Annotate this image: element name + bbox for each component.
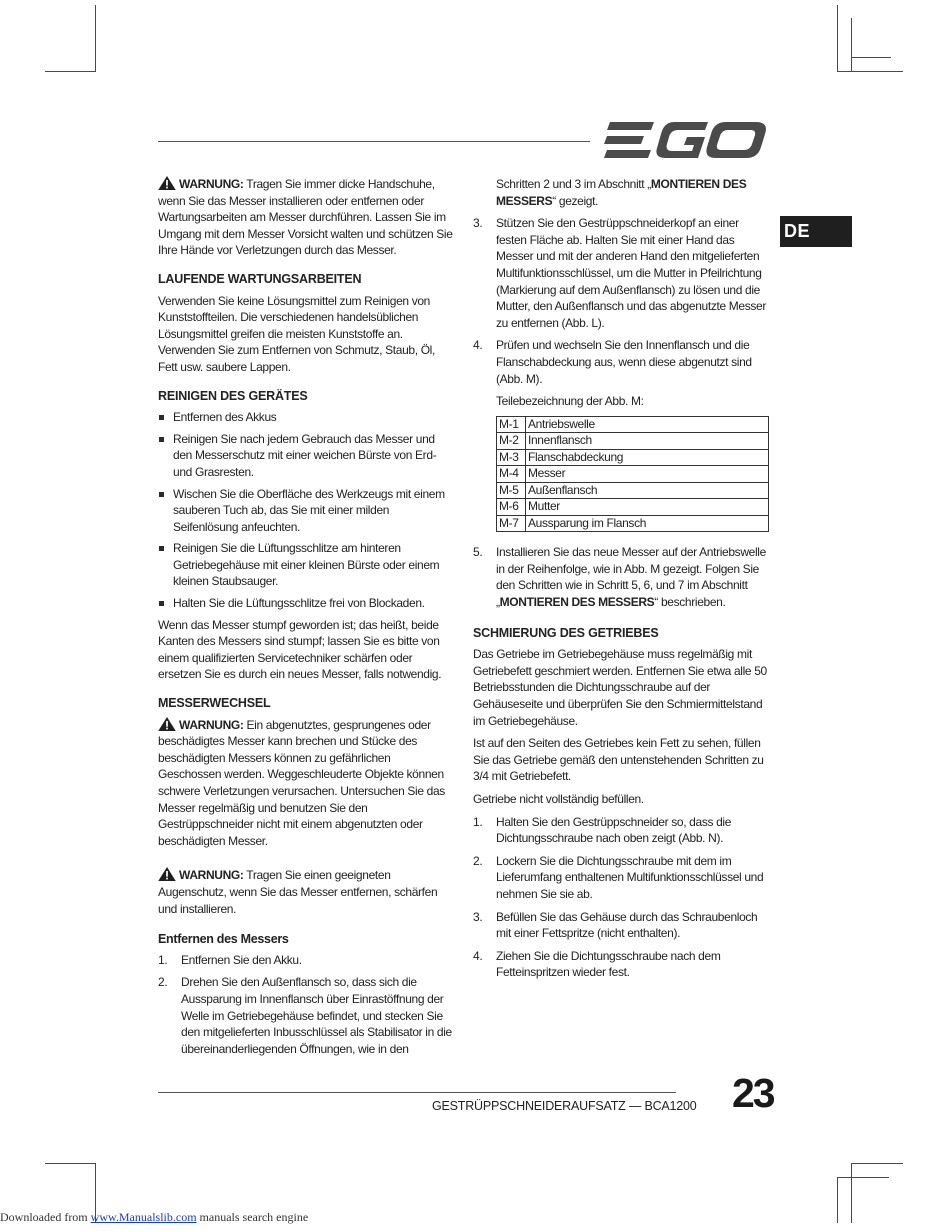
continuation-text: Schritten 2 und 3 im Abschnitt „ — [496, 177, 651, 191]
warning-broken-blade — [158, 717, 454, 850]
warning-label: WARNUNG: — [179, 717, 244, 732]
part-name: Aussparung im Flansch — [526, 515, 769, 532]
step2-continuation — [473, 176, 769, 209]
heading-lubrication: SCHMIERUNG DES GETRIEBES — [473, 625, 659, 640]
part-name: Innenflansch — [526, 433, 769, 450]
bullet-square-icon — [159, 546, 164, 551]
download-prefix: Downloaded from — [0, 1210, 91, 1224]
step-text: Halten Sie den Gestrüppschneider so, dass die Dichtungsschraube nach oben zeigt (Abb. N). — [496, 814, 732, 846]
crop-mark — [851, 57, 891, 58]
list-item — [158, 409, 454, 426]
step-text: Installieren Sie das neue Messer auf der Antriebswelle in der Reihenfolge, wie in Abb. M gezeigt. Folgen Sie den Schritten wie in Schritt 5, 6, und 7 im Abschnitt „ — [496, 545, 766, 609]
heading-remove-blade: Entfernen des Messers — [158, 932, 289, 947]
list-item — [473, 215, 769, 331]
heading-cleaning: REINIGEN DES GERÄTES — [158, 388, 308, 403]
table-row — [497, 499, 769, 516]
warning-text: Tragen Sie immer dicke Handschuhe, wenn Sie das Messer installieren oder entfernen oder Wartungsarbeiten am Messer durchführen. Lassen Sie im Umgang mit dem Messer Vorsicht walten und schützen Sie Ihre Hände vor Verletzungen durch das Messer. — [158, 177, 453, 258]
table-row — [497, 515, 769, 532]
list-item — [158, 431, 454, 481]
step-number: 4. — [473, 338, 483, 353]
list-item-text: Halten Sie die Lüftungsschlitze frei von Blockaden. — [173, 596, 425, 611]
step-text: Drehen Sie den Außenflansch so, dass sich die Aussparung im Innenflansch über Einrastöffnung der Welle im Getriebegehäuse befindet, und stecken Sie den mitgelieferten Inbusschlüssel als Stabilisator in die übereinanderliegenden Öffnungen, wie in den — [181, 975, 452, 1056]
crop-mark — [851, 1163, 903, 1164]
cleaning-list — [158, 409, 454, 612]
download-bar — [0, 1210, 308, 1225]
step-text: Prüfen und wechseln Sie den Innenflansch und die Flanschabdeckung aus, wenn diese abgenutzt sind (Abb. M). — [496, 338, 752, 386]
step-number: 3. — [473, 909, 483, 924]
warning-text: Tragen Sie einen geeigneten Augenschutz, wenn Sie das Messer entfernen, schärfen und installieren. — [158, 868, 438, 916]
warning-text: Ein abgenutztes, gesprungenes oder beschädigtes Messer kann brechen und Stücke des beschädigten Messers können zu gefährlichen Geschossen werden. Weggeschleuderte Objekte können schwere Verletzungen verursachen. Untersuchen Sie das Messer regelmäßig und benutzen Sie den Gestrüppschneider nicht mit einem abgenutzten oder beschädigten Messer. — [158, 717, 445, 848]
step-number: 2. — [158, 975, 168, 990]
crop-mark — [95, 5, 96, 72]
list-item — [158, 974, 454, 1057]
manualslib-link[interactable]: www.Manualslib.com — [90, 1210, 197, 1224]
part-code: M-3 — [497, 449, 526, 466]
step-text: Befüllen Sie das Gehäuse durch das Schraubenloch mit einer Fettspritze (nicht enthalten). — [496, 909, 758, 941]
crop-mark — [45, 71, 96, 72]
list-item-text: Entfernen des Akkus — [173, 410, 277, 425]
part-name: Mutter — [526, 499, 769, 516]
page-number: 23 — [732, 1070, 774, 1116]
part-name: Außenflansch — [526, 482, 769, 499]
footer-rule — [158, 1092, 676, 1093]
warning-triangle-icon — [158, 867, 176, 881]
bullet-square-icon — [159, 601, 164, 606]
section-reference: MONTIEREN DES MESSERS — [496, 177, 747, 208]
section-reference: MONTIEREN DES MESSERS — [499, 595, 655, 609]
heading-blade-change: MESSERWECHSEL — [158, 696, 271, 711]
table-row — [497, 433, 769, 450]
continuation-end: “ gezeigt. — [552, 193, 599, 208]
crop-mark — [851, 18, 852, 72]
step-text-end: “ beschrieben. — [654, 595, 726, 609]
part-code: M-5 — [497, 482, 526, 499]
right-column — [473, 176, 769, 987]
part-name: Messer — [526, 466, 769, 483]
parts-caption: Teilebezeichnung der Abb. M: — [496, 394, 644, 409]
crop-mark — [837, 1177, 889, 1178]
header-rule — [158, 141, 590, 142]
warning-label: WARNUNG: — [179, 868, 244, 883]
crop-mark — [837, 1177, 838, 1223]
bullet-square-icon — [159, 437, 164, 442]
list-item — [158, 486, 454, 536]
warning-gloves — [158, 176, 454, 259]
table-row — [497, 482, 769, 499]
list-item — [473, 544, 769, 610]
list-item-text: Reinigen Sie die Lüftungsschlitze am hinteren Getriebegehäuse mit einer kleinen Bürste oder einem kleinen Staubsauger. — [173, 541, 440, 589]
lubrication-note: Getriebe nicht vollständig befüllen. — [473, 791, 644, 806]
warning-triangle-icon — [158, 717, 176, 731]
bullet-square-icon — [159, 492, 164, 497]
table-row — [497, 416, 769, 433]
step-number: 3. — [473, 216, 483, 231]
crop-mark — [851, 1163, 852, 1223]
part-name: Antriebswelle — [526, 416, 769, 433]
crop-mark — [837, 5, 838, 72]
warning-label: WARNUNG: — [179, 177, 244, 191]
step-number: 1. — [473, 814, 483, 829]
part-code: M-1 — [497, 416, 526, 433]
step-number: 2. — [473, 853, 483, 868]
download-suffix: manuals search engine — [196, 1210, 309, 1224]
part-code: M-6 — [497, 499, 526, 516]
warning-triangle-icon — [158, 176, 176, 190]
step-number: 1. — [158, 952, 168, 967]
lubrication-text: Das Getriebe im Getriebegehäuse muss regelmäßig mit Getriebefett geschmiert werden. Entfernen Sie etwa alle 50 Betriebsstunden die Dichtungsschraube auf der Gehäuseseite und überprüfen Sie den Schmiermittelstand im Getriebegehäuse. — [473, 647, 767, 728]
part-code: M-4 — [497, 466, 526, 483]
list-item — [473, 909, 769, 942]
crop-mark — [837, 71, 903, 72]
list-item — [473, 814, 769, 847]
warning-eye-protection — [158, 867, 454, 917]
remove-steps-continued — [473, 215, 769, 387]
step-number: 5. — [473, 545, 483, 560]
part-code: M-7 — [497, 515, 526, 532]
step-text: Entfernen Sie den Akku. — [181, 952, 302, 967]
parts-table — [496, 416, 769, 533]
part-name: Flanschabdeckung — [526, 449, 769, 466]
install-step — [473, 544, 769, 610]
step-number: 4. — [473, 948, 483, 963]
list-item-text: Reinigen Sie nach jedem Gebrauch das Messer und den Messerschutz mit einer weichen Bürste von Erd- und Grasresten. — [173, 431, 437, 479]
left-column — [158, 176, 454, 1063]
list-item — [473, 337, 769, 387]
language-tab: DE — [780, 216, 852, 247]
remove-steps — [158, 952, 454, 1058]
step-text: Stützen Sie den Gestrüppschneiderkopf an einer festen Fläche ab. Halten Sie mit einer Hand das Messer und mit der anderen Hand den mitgelieferten Multifunktionsschlüssel, um die Mutter in Pfeilrichtung (Markierung auf dem Außenflansch) zu lösen und die Mutter, den Außenflansch und das abgenutzte Messer zu entfernen (Abb. L). — [496, 216, 767, 330]
list-item — [158, 595, 454, 612]
list-item — [473, 853, 769, 903]
maintenance-text: Verwenden Sie keine Lösungsmittel zum Reinigen von Kunststoffteilen. Die verschiedenen handelsüblichen Lösungsmittel greifen die meisten Kunststoffe an. Verwenden Sie zum Entfernen von Schmutz, Staub, Öl, Fett usw. saubere Lappen. — [158, 293, 435, 374]
footer-title: GESTRÜPPSCHNEIDERAUFSATZ — BCA1200 — [432, 1099, 697, 1113]
ego-logo — [604, 122, 768, 160]
crop-mark — [45, 1163, 96, 1164]
table-row — [497, 449, 769, 466]
part-code: M-2 — [497, 433, 526, 450]
step-text: Ziehen Sie die Dichtungsschraube nach dem Fetteinspritzen wieder fest. — [496, 948, 721, 980]
list-item-text: Wischen Sie die Oberfläche des Werkzeugs mit einem sauberen Tuch ab, das Sie mit einer milden Seifenlösung anfeuchten. — [173, 486, 445, 534]
list-item — [158, 952, 454, 969]
step-text: Lockern Sie die Dichtungsschraube mit dem im Lieferumfang enthaltenen Multifunktionsschlüssel und nehmen Sie sie ab. — [496, 853, 764, 901]
blunt-blade-text: Wenn das Messer stumpf geworden ist; das heißt, beide Kanten des Messers sind stumpf; lassen Sie es bitte von einem qualifizierten Servicetechniker schärfen oder ersetzen Sie es durch ein neues Messer, falls notwendig. — [158, 617, 442, 682]
list-item — [158, 540, 454, 590]
table-row — [497, 466, 769, 483]
bullet-square-icon — [159, 415, 164, 420]
list-item — [473, 948, 769, 981]
heading-maintenance: LAUFENDE WARTUNGSARBEITEN — [158, 271, 362, 286]
lubrication-text: Ist auf den Seiten des Getriebes kein Fett zu sehen, füllen Sie das Getriebe gemäß den untenstehenden Schritten zu 3/4 mit Getriebefett. — [473, 736, 764, 784]
lubrication-steps — [473, 814, 769, 981]
